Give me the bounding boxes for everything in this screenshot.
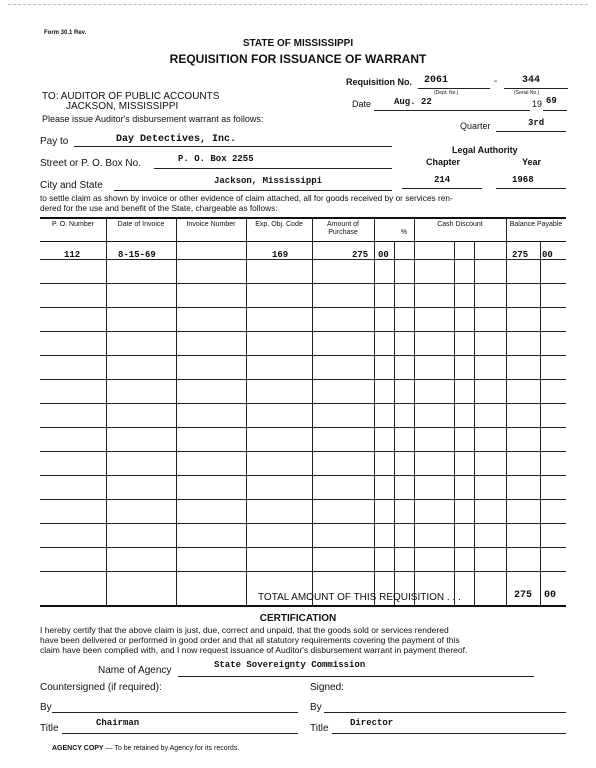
col-divider [176,219,177,607]
row-rule [40,331,566,332]
agency-label: Name of Agency [98,665,172,676]
street-label: Street or P. O. Box No. [40,158,141,169]
left-title-line [62,733,298,734]
year-value-line [496,188,566,189]
col-divider [246,219,247,607]
cell-invoice-date: 8-15-69 [118,250,156,260]
requisition-label: Requisition No. [346,77,412,87]
dept-no: 2061 [424,75,449,86]
settle-text-1: to settle claim as shown by invoice or other evidence of claim attached, all for goods received by or services ren- [40,193,453,203]
quarter-line [496,131,566,132]
total-label: TOTAL AMOUNT OF THIS REQUISITION . . . [258,592,461,603]
addressee-city: JACKSON, MISSISSIPPI [66,101,179,112]
city-label: City and State [40,180,103,191]
row-rule [40,475,566,476]
right-title-line [332,733,566,734]
cell-balance: 275 [512,250,529,260]
year-line [543,110,567,111]
countersigned-label: Countersigned (if required): [40,682,162,693]
total-cents: 00 [544,590,557,601]
row-rule [40,427,566,428]
col-divider [312,219,313,607]
chapter-value: 214 [434,175,451,185]
cell-po-number: 112 [64,250,81,260]
row-rule [40,283,566,284]
row-rule [40,523,566,524]
city-value: Jackson, Mississippi [214,176,323,186]
cell-amount-cents: 00 [378,250,389,260]
header-amount: Amount of Purchase [327,221,359,236]
col-divider [394,241,395,607]
quarter-label: Quarter [460,121,491,131]
left-by-label: By [40,702,52,713]
col-divider [374,219,375,607]
cell-amount: 275 [352,250,369,260]
right-title-label: Title [310,723,329,734]
dept-no-line [418,88,490,89]
right-by-label: By [310,702,322,713]
header-date-of-invoice: Date of Invoice [117,221,165,228]
agency-value: State Sovereignty Commission [214,660,366,670]
date-value: Aug. 22 [394,97,432,107]
chapter-line [402,188,482,189]
agency-line [178,676,534,677]
serial-caption: (Serial No.) [514,90,540,96]
certification-title: CERTIFICATION [259,613,337,624]
agency-copy-label: AGENCY COPY [52,745,104,752]
serial-no-line [504,88,568,89]
date-line [374,110,530,111]
col-divider [106,219,107,607]
left-by-line [52,712,298,713]
state-heading: STATE OF MISSISSIPPI [242,38,354,49]
settle-text-2: dered for the use and benefit of the State, chargeable as follows: [40,203,278,213]
col-divider [454,241,455,607]
instruction-text: Please issue Auditor's disbursement warrant as follows: [42,114,264,124]
row-rule [40,499,566,500]
perforation-line [8,4,588,5]
right-title-value: Director [350,718,394,728]
pay-to-value: Day Detectives, Inc. [116,134,237,145]
row-rule [40,379,566,380]
date-label: Date [352,99,372,109]
row-rule [40,355,566,356]
pay-to-line [74,146,392,147]
legal-authority-label: Legal Authority [452,145,518,155]
header-balance: Balance Payable [509,221,563,228]
pay-to-label: Pay to [40,136,69,147]
signed-label: Signed: [310,682,344,693]
certification-line-3: claim have been complied with, and I now request issuance of Auditor's disbursement warrant in payment thereof. [40,645,468,655]
cell-exp-code: 169 [272,250,289,260]
street-line [154,168,392,169]
row-rule [40,451,566,452]
year-value: 1968 [512,175,534,185]
agency-copy-note: — To be retained by Agency for its records. [103,745,240,752]
row-rule [40,571,566,572]
row-rule [40,547,566,548]
street-value: P. O. Box 2255 [178,154,254,164]
header-po-number: P. O. Number [52,221,94,228]
header-percent: % [400,229,408,236]
left-title-value: Chairman [96,718,140,728]
year-label: Year [522,157,542,167]
cell-balance-cents: 00 [542,250,553,260]
form-id: Form 30.1 Rev. [44,30,87,36]
row-rule [40,403,566,404]
year-suffix: 69 [546,96,557,106]
total-amount: 275 [514,590,533,601]
header-cash-discount: Cash Discount [437,221,483,228]
form-title: REQUISITION FOR ISSUANCE OF WARRANT [169,52,427,66]
requisition-dash: - [494,76,498,87]
year-prefix: 19 [532,99,543,109]
header-rule [40,241,566,242]
header-invoice-number: Invoice Number [186,221,236,228]
serial-no: 344 [522,75,541,86]
header-exp-obj-code: Exp. Obj. Code [255,221,303,228]
quarter-value: 3rd [528,118,545,128]
charges-table [40,217,566,607]
certification-line-2: have been delivered or performed in good order and that all statutory requirements covering the payment of this [40,635,460,645]
addressee-to: TO: AUDITOR OF PUBLIC ACCOUNTS [42,91,220,102]
dept-caption: (Dept. No.) [434,90,459,96]
right-by-line [324,712,566,713]
city-line [114,190,392,191]
chapter-label: Chapter [426,157,461,167]
col-divider [474,241,475,607]
col-divider [540,241,541,607]
left-title-label: Title [40,723,59,734]
col-divider [506,219,507,607]
row-rule [40,307,566,308]
footer-note [52,745,239,752]
col-divider [414,219,415,607]
total-rule [40,605,566,607]
certification-line-1: I hereby certify that the above claim is just, due, correct and unpaid, that the goods sold or services rendered [40,625,449,635]
